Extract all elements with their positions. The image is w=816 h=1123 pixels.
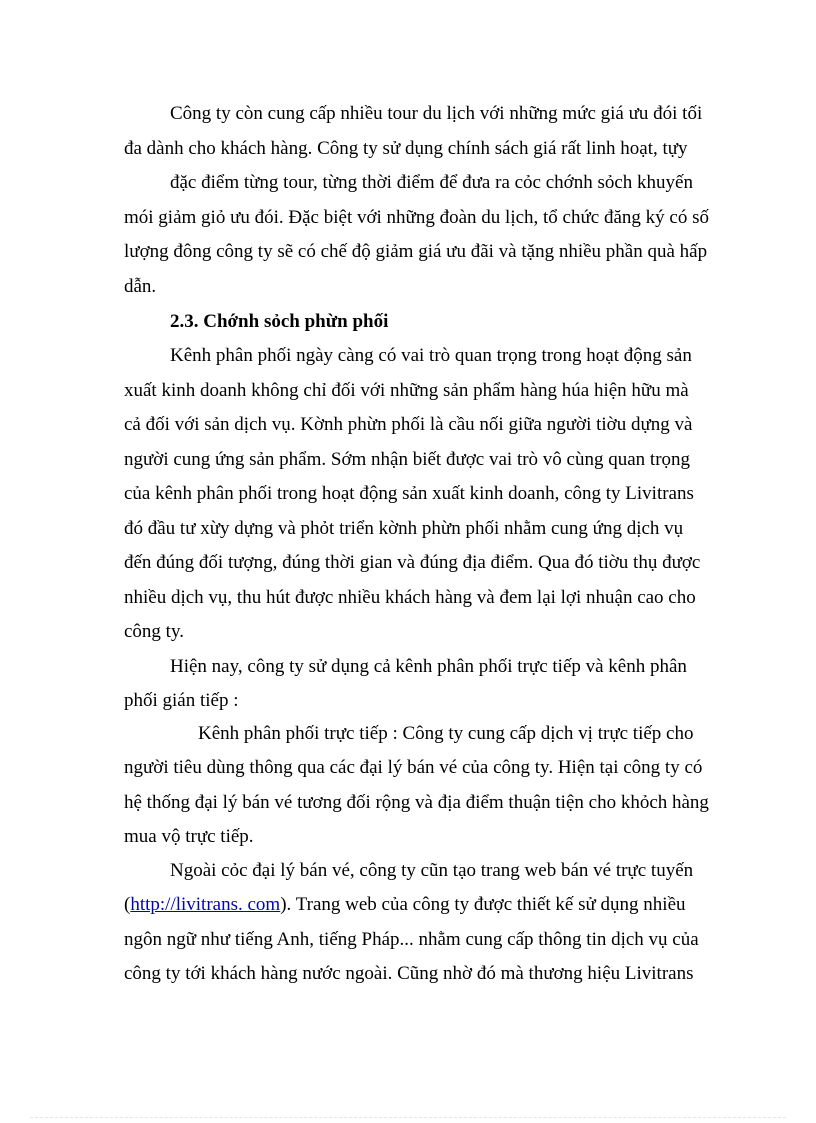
channel-line-5: của kênh phân phối trong hoạt động sản xuất kinh doanh, công ty Livitrans: [124, 483, 694, 504]
channel-line-3: cả đối với sản dịch vụ. Kờnh phừn phối là cầu nối giữa người tiờu dựng và: [124, 414, 693, 435]
current-line-2: phối gián tiếp :: [124, 690, 239, 711]
channel-line-6: đó đầu tư xừy dựng và phỏt triển kờnh phừn phối nhằm cung ứng dịch vụ: [124, 518, 684, 539]
direct-line-1: Kênh phân phối trực tiếp : Công ty cung cấp dịch vị trực tiếp cho: [198, 723, 694, 744]
current-line-1: Hiện nay, công ty sử dụng cả kênh phân phối trực tiếp và kênh phân: [170, 656, 687, 677]
page-bottom-divider: [30, 1117, 786, 1118]
channel-line-8: nhiều dịch vụ, thu hút được nhiều khách hàng và đem lại lợi nhuận cao cho: [124, 587, 696, 608]
section-heading: 2.3. Chớnh sỏch phừn phối: [170, 311, 389, 332]
web-line-1: Ngoài cỏc đại lý bán vé, công ty cũn tạo trang web bán vé trực tuyến: [170, 860, 694, 881]
channel-line-2: xuất kinh doanh không chỉ đối với những sản phẩm hàng húa hiện hữu mà: [124, 380, 689, 401]
channel-line-4: người cung ứng sản phẩm. Sớm nhận biết được vai trò vô cùng quan trọng: [124, 449, 691, 470]
direct-line-3: hệ thống đại lý bán vé tương đối rộng và địa điểm thuận tiện cho khỏch hàng: [124, 792, 709, 813]
intro-line-6: dẫn.: [124, 276, 157, 297]
web-line-3: ngôn ngữ như tiếng Anh, tiếng Pháp... nhằm cung cấp thông tin dịch vụ của: [124, 929, 699, 950]
intro-line-5: lượng đông công ty sẽ có chế độ giảm giá ưu đãi và tặng nhiều phần quà hấp: [124, 241, 708, 262]
intro-line-2: đa dành cho khách hàng. Công ty sử dụng chính sách giá rất linh hoạt, tựy: [124, 138, 688, 159]
web-line-4: công ty tới khách hàng nước ngoài. Cũng nhờ đó mà thương hiệu Livitrans: [124, 963, 694, 984]
intro-line-3: đặc điểm từng tour, từng thời điểm để đưa ra cỏc chớnh sỏch khuyến: [170, 172, 693, 193]
web-line-2-rest: ). Trang web của công ty được thiết kế sử dụng nhiều: [280, 894, 686, 915]
direct-line-4: mua vộ trực tiếp.: [124, 826, 254, 847]
web-line-2: [124, 893, 686, 917]
channel-line-9: công ty.: [124, 621, 184, 642]
channel-line-1: Kênh phân phối ngày càng có vai trò quan trọng trong hoạt động sản: [170, 345, 692, 366]
web-paren-open: (: [124, 894, 131, 915]
website-link[interactable]: http://livitrans. com: [130, 894, 281, 915]
direct-line-2: người tiêu dùng thông qua các đại lý bán vé của công ty. Hiện tại công ty có: [124, 757, 703, 778]
intro-line-4: mói giảm giỏ ưu đói. Đặc biệt với những đoàn du lịch, tổ chức đăng ký có số: [124, 207, 709, 228]
intro-line-1: Công ty còn cung cấp nhiều tour du lịch với những mức giá ưu đói tối: [170, 103, 703, 124]
channel-line-7: đến đúng đối tượng, đúng thời gian và đúng địa điểm. Qua đó tiờu thụ được: [124, 552, 701, 573]
